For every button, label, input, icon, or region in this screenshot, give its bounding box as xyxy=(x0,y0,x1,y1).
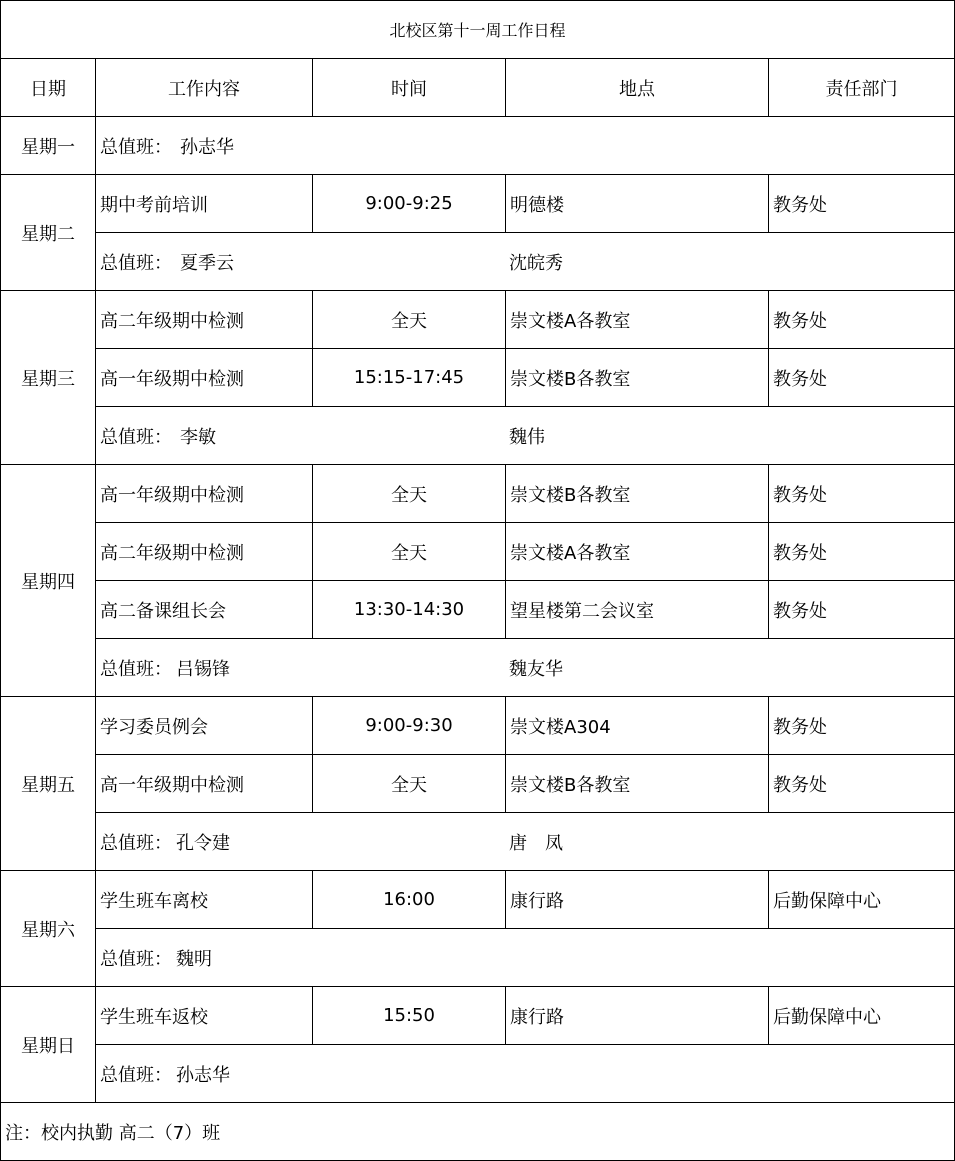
event-time: 全天 xyxy=(313,523,506,581)
event-location: 康行路 xyxy=(506,871,769,929)
event-dept: 后勤保障中心 xyxy=(769,987,955,1045)
duty-name: 吕锡锋 xyxy=(176,658,230,680)
day-cell: 星期五 xyxy=(1,697,96,871)
event-dept: 教务处 xyxy=(769,291,955,349)
header-location: 地点 xyxy=(506,59,769,117)
duty-label: 总值班： xyxy=(100,252,172,274)
day-cell: 星期六 xyxy=(1,871,96,987)
duty-label: 总值班： xyxy=(100,658,172,680)
duty-label: 总值班： xyxy=(100,136,172,158)
day-cell: 星期三 xyxy=(1,291,96,465)
duty-name: 魏明 xyxy=(176,948,212,970)
duty-name: 孙志华 xyxy=(180,136,234,158)
event-time: 9:00-9:30 xyxy=(313,697,506,755)
event-dept: 教务处 xyxy=(769,581,955,639)
duty-label: 总值班： xyxy=(100,948,172,970)
day-cell: 星期二 xyxy=(1,175,96,291)
event-content: 高二年级期中检测 xyxy=(96,291,313,349)
duty-cell xyxy=(96,1045,955,1103)
event-location: 崇文楼A各教室 xyxy=(506,523,769,581)
table-row xyxy=(1,523,955,581)
table-title: 北校区第十一周工作日程 xyxy=(1,1,955,59)
table-row xyxy=(1,349,955,407)
duty-row xyxy=(1,1045,955,1103)
header-dept: 责任部门 xyxy=(769,59,955,117)
duty-name: 孔令建 xyxy=(176,832,230,854)
event-content: 学生班车返校 xyxy=(96,987,313,1045)
event-dept: 后勤保障中心 xyxy=(769,871,955,929)
event-time: 9:00-9:25 xyxy=(313,175,506,233)
duty-cell xyxy=(96,407,955,465)
header-time: 时间 xyxy=(313,59,506,117)
duty-row xyxy=(1,929,955,987)
day-cell: 星期四 xyxy=(1,465,96,697)
table-row xyxy=(1,871,955,929)
event-time: 全天 xyxy=(313,755,506,813)
table-row xyxy=(1,581,955,639)
event-time: 15:15-17:45 xyxy=(313,349,506,407)
day-cell: 星期一 xyxy=(1,117,96,175)
event-dept: 教务处 xyxy=(769,349,955,407)
event-dept: 教务处 xyxy=(769,175,955,233)
duty-cell xyxy=(96,117,955,175)
duty-cell xyxy=(96,639,955,697)
event-location: 崇文楼A各教室 xyxy=(506,291,769,349)
event-location: 崇文楼B各教室 xyxy=(506,465,769,523)
note-row xyxy=(1,1103,955,1161)
duty-row xyxy=(1,233,955,291)
header-content: 工作内容 xyxy=(96,59,313,117)
table-row xyxy=(1,291,955,349)
duty-row xyxy=(1,117,955,175)
event-location: 崇文楼B各教室 xyxy=(506,755,769,813)
table-row xyxy=(1,175,955,233)
duty-name-2: 魏伟 xyxy=(509,426,545,448)
duty-name: 夏季云 xyxy=(180,252,234,274)
event-content: 高一年级期中检测 xyxy=(96,465,313,523)
event-location: 明德楼 xyxy=(506,175,769,233)
event-location: 崇文楼A304 xyxy=(506,697,769,755)
event-content: 高二备课组长会 xyxy=(96,581,313,639)
duty-cell xyxy=(96,233,955,291)
duty-name: 孙志华 xyxy=(176,1064,230,1086)
note-text: 注：校内执勤 高二（7）班 xyxy=(1,1103,955,1161)
event-time: 全天 xyxy=(313,291,506,349)
event-content: 学生班车离校 xyxy=(96,871,313,929)
duty-name-2: 魏友华 xyxy=(509,658,563,680)
duty-name-2: 沈皖秀 xyxy=(509,252,563,274)
event-time: 15:50 xyxy=(313,987,506,1045)
event-content: 高一年级期中检测 xyxy=(96,755,313,813)
event-time: 全天 xyxy=(313,465,506,523)
table-row xyxy=(1,755,955,813)
event-location: 康行路 xyxy=(506,987,769,1045)
duty-row xyxy=(1,813,955,871)
event-time: 13:30-14:30 xyxy=(313,581,506,639)
duty-label: 总值班： xyxy=(100,1064,172,1086)
event-content: 高一年级期中检测 xyxy=(96,349,313,407)
duty-name: 李敏 xyxy=(180,426,216,448)
header-date: 日期 xyxy=(1,59,96,117)
title-row xyxy=(1,1,955,59)
header-row xyxy=(1,59,955,117)
duty-label: 总值班： xyxy=(100,426,172,448)
duty-label: 总值班： xyxy=(100,832,172,854)
table-row xyxy=(1,465,955,523)
event-content: 高二年级期中检测 xyxy=(96,523,313,581)
event-location: 崇文楼B各教室 xyxy=(506,349,769,407)
duty-row xyxy=(1,407,955,465)
event-dept: 教务处 xyxy=(769,523,955,581)
event-content: 期中考前培训 xyxy=(96,175,313,233)
day-cell: 星期日 xyxy=(1,987,96,1103)
duty-cell xyxy=(96,813,955,871)
table-row xyxy=(1,987,955,1045)
duty-name-2: 唐 凤 xyxy=(509,832,563,854)
event-dept: 教务处 xyxy=(769,755,955,813)
event-content: 学习委员例会 xyxy=(96,697,313,755)
event-dept: 教务处 xyxy=(769,697,955,755)
duty-cell xyxy=(96,929,955,987)
event-location: 望星楼第二会议室 xyxy=(506,581,769,639)
table-row xyxy=(1,697,955,755)
duty-row xyxy=(1,639,955,697)
event-dept: 教务处 xyxy=(769,465,955,523)
event-time: 16:00 xyxy=(313,871,506,929)
